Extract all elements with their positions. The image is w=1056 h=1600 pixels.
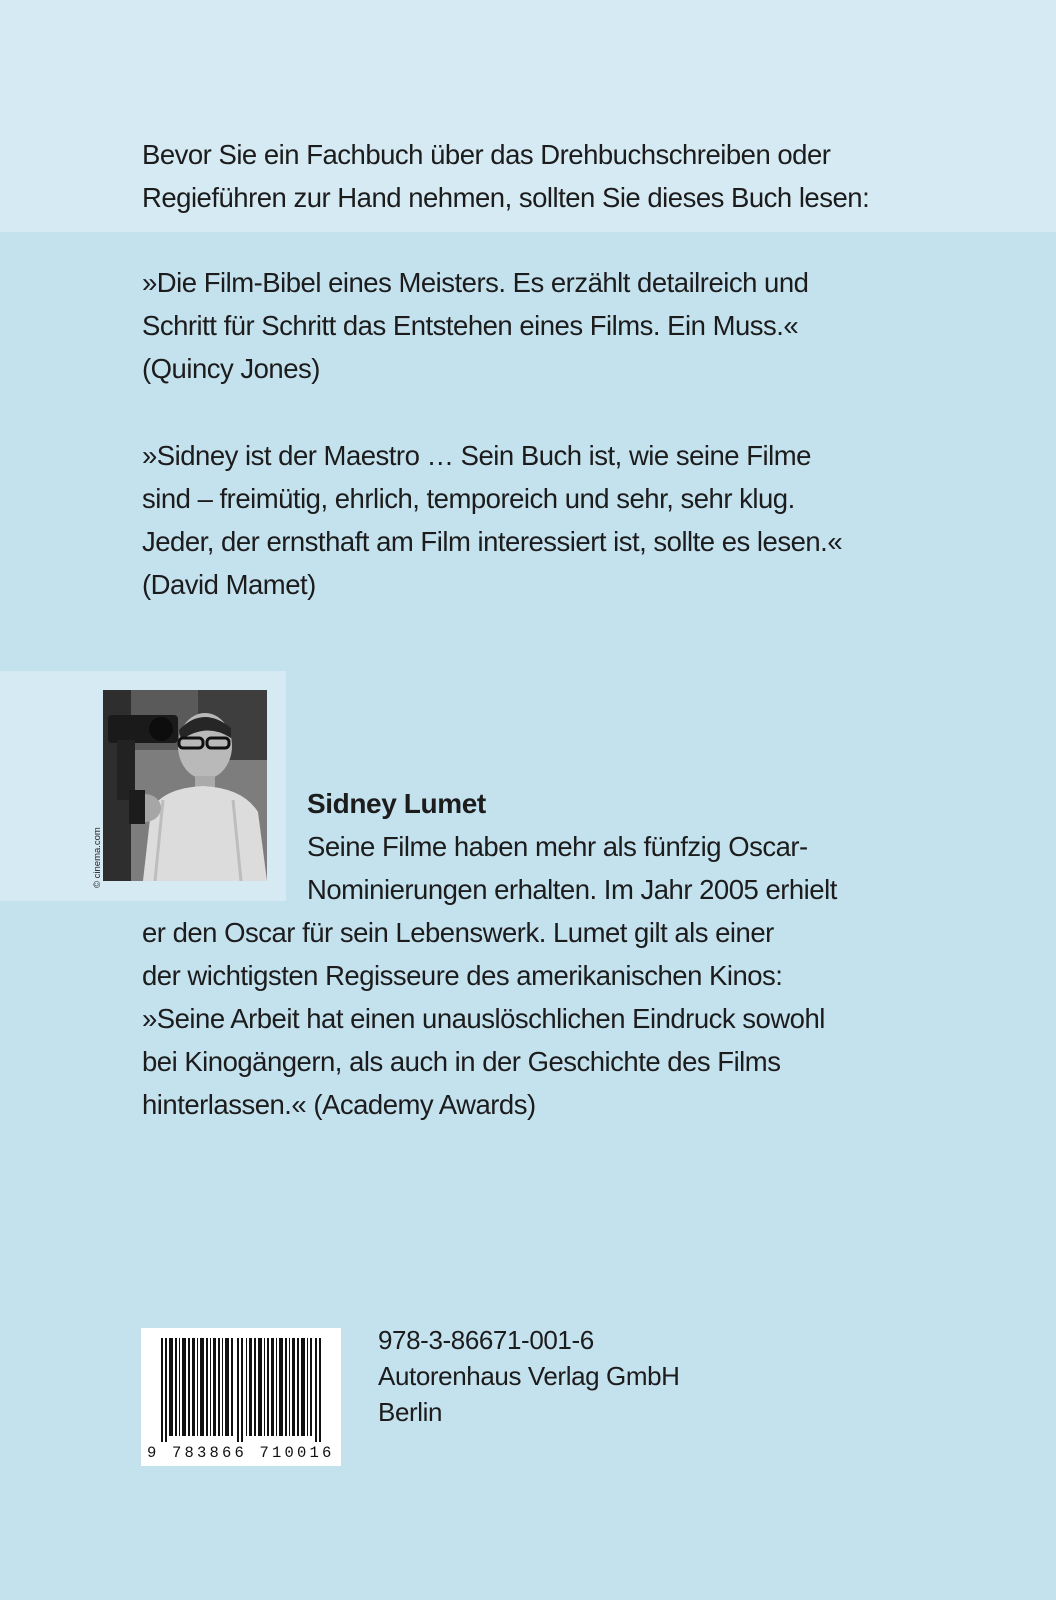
intro-text [142,133,902,219]
quote-source: (David Mamet) [142,569,316,600]
quote-line: sind – freimütig, ehrlich, temporeich und sehr, sehr klug. [142,483,795,514]
author-bio [142,825,902,1126]
quote-line: »Sidney ist der Maestro … Sein Buch ist, wie seine Filme [142,440,811,471]
bio-line: Nominierungen erhalten. Im Jahr 2005 erhielt [307,874,837,905]
quote-source: (Quincy Jones) [142,353,320,384]
bio-line: »Seine Arbeit hat einen unauslöschlichen Eindruck sowohl [142,1003,825,1034]
bio-line: Seine Filme haben mehr als fünfzig Oscar- [307,831,808,862]
bio-line: bei Kinogängern, als auch in der Geschichte des Films [142,1046,781,1077]
author-name: Sidney Lumet [307,788,486,819]
intro-line: Regieführen zur Hand nehmen, sollten Sie dieses Buch lesen: [142,182,870,213]
barcode-digits: 9 783866 710016 [147,1444,335,1462]
quote-quincy-jones [142,261,902,390]
bio-line: der wichtigsten Regisseure des amerikanischen Kinos: [142,960,783,991]
intro-line: Bevor Sie ein Fachbuch über das Drehbuchschreiben oder [142,139,831,170]
bio-line: hinterlassen.« (Academy Awards) [142,1089,536,1120]
photo-credit: © cinema.com [92,827,103,888]
quote-david-mamet [142,434,902,606]
isbn-barcode [141,1328,341,1466]
publisher-name: Autorenhaus Verlag GmbH [378,1361,680,1391]
publisher-info [378,1322,680,1430]
quote-line: »Die Film-Bibel eines Meisters. Es erzählt detailreich und [142,267,809,298]
quote-line: Schritt für Schritt das Entstehen eines Films. Ein Muss.« [142,310,799,341]
barcode-bars [141,1328,341,1446]
publisher-city: Berlin [378,1397,443,1427]
quote-line: Jeder, der ernsthaft am Film interessiert ist, sollte es lesen.« [142,526,843,557]
bio-line: er den Oscar für sein Lebenswerk. Lumet gilt als einer [142,917,774,948]
isbn-number: 978-3-86671-001-6 [378,1325,594,1355]
